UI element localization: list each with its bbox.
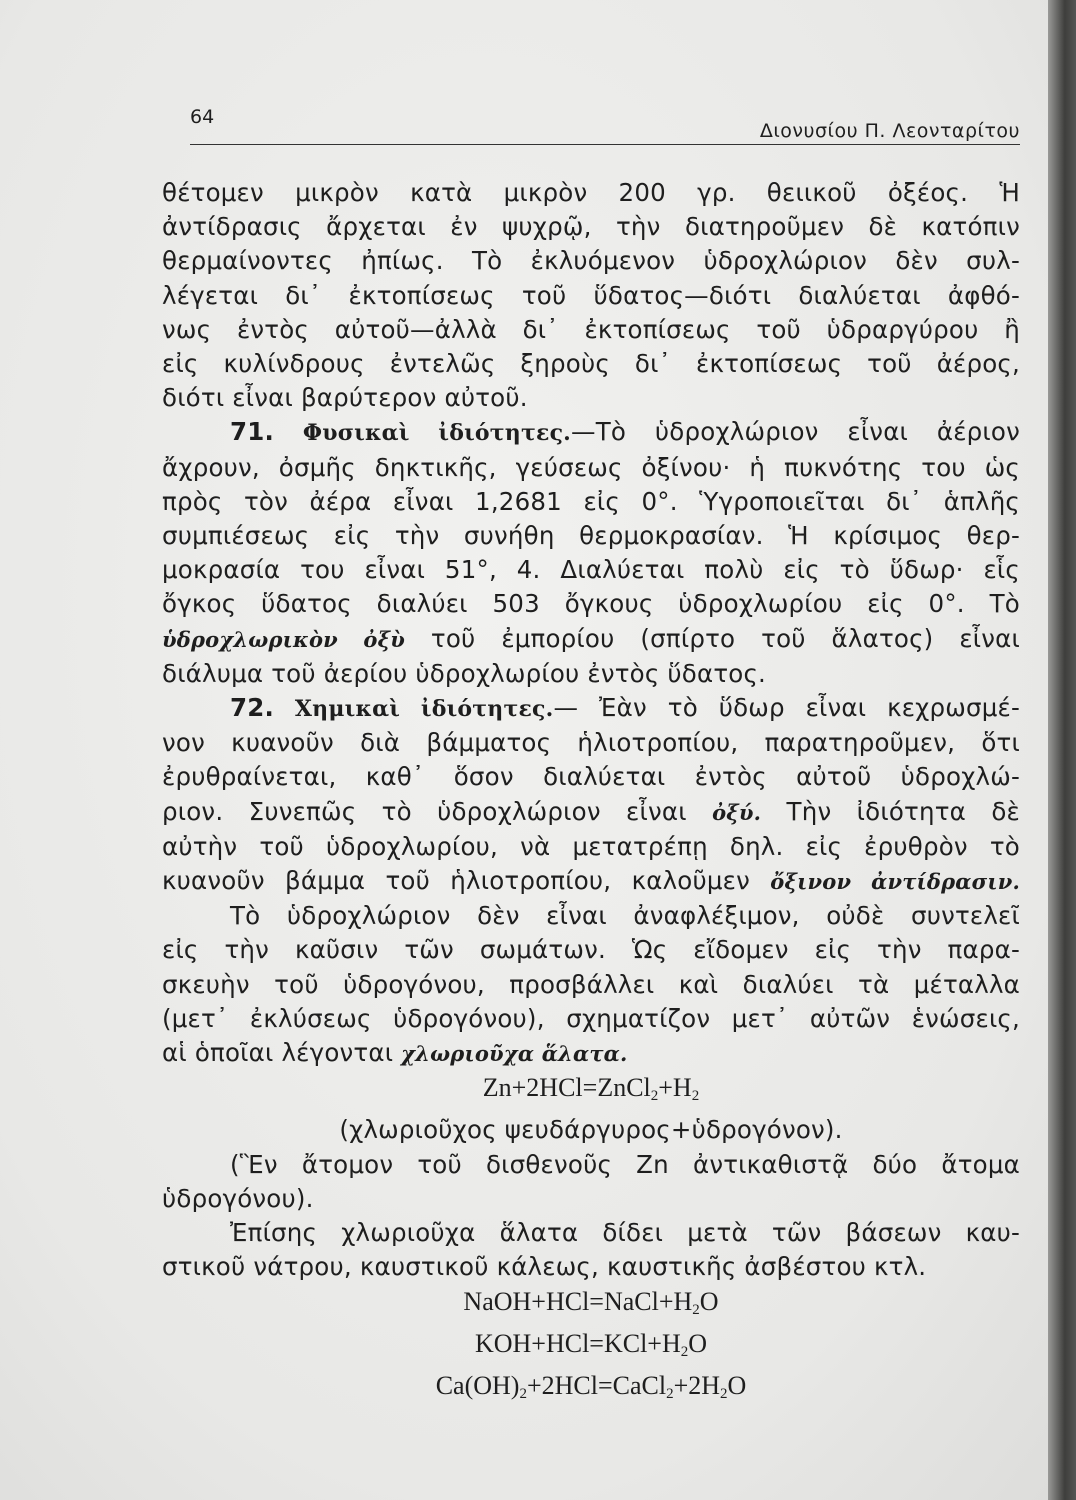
text-line: Ἐπίσης χλωριοῦχα ἅλατα δίδει μετὰ τῶν βάσεων καυ- — [230, 1218, 1020, 1248]
formula-caption: (χλωριοῦχος ψευδάργυρος+ὑδρογόνον). — [339, 1115, 843, 1145]
text-line: ὄγκος ὕδατος διαλύει 503 ὄγκους ὑδροχλωρίου εἰς 0°. Τὸ — [162, 589, 1020, 619]
running-head: Διονυσίου Π. Λεονταρίτου — [759, 120, 1020, 142]
text-line — [162, 622, 1020, 657]
page-number: 64 — [190, 106, 215, 128]
text-span: ριον. Συνεπῶς τὸ ὑδροχλώριον εἶναι — [162, 796, 713, 826]
text-line: πρὸς τὸν ἀέρα εἶναι 1,2681 εἰς 0°. Ὑγροποιεῖται δι᾿ ἁπλῆς — [162, 486, 1020, 516]
text-line: λέγεται δι᾿ ἐκτοπίσεως τοῦ ὕδατος—διότι διαλύεται ἀφθό- — [162, 280, 1020, 310]
text-line: εἰς τὴν καῦσιν τῶν σωμάτων. Ὡς εἴδομεν εἰς τὴν παρα- — [162, 935, 1020, 965]
chemical-formula: $NaOH+HCl=NaCl+H_2O$ — [463, 1286, 719, 1318]
text-line: θερμαίνοντες ἠπίως. Τὸ ἐκλυόμενον ὑδροχλώριον δὲν συλ- — [162, 246, 1020, 276]
text-line: μοκρασία του εἶναι 51°, 4. Διαλύεται πολὺ εἰς τὸ ὕδωρ· εἷς — [162, 555, 1020, 585]
section-number: 72. — [230, 693, 275, 723]
text-span: τοῦ ἐμπορίου (σπίρτο τοῦ ἅλατος) εἶναι — [404, 623, 1020, 653]
text-span: Τὴν ἰδιότητα δὲ — [761, 796, 1020, 826]
text-line: συμπιέσεως εἰς τὴν συνήθη θερμοκρασίαν. Ἡ κρίσιμος θερ- — [162, 521, 1020, 551]
text-span: —Τὸ ὑδροχλώριον εἶναι ἀέριον — [571, 417, 1020, 447]
term-emphasis: ὀξύ. — [712, 799, 762, 825]
text-line: νως ἐντὸς αὐτοῦ—ἀλλὰ δι᾿ ἐκτοπίσεως τοῦ ὑδραργύρου ἢ — [162, 314, 1020, 344]
chemical-formula: $Ca(OH)_2+2HCl=CaCl_2+2H_2O$ — [435, 1370, 747, 1402]
chemical-formula: $KOH+HCl=KCl+H_2O$ — [474, 1328, 708, 1360]
section-number: 71. — [230, 417, 275, 447]
text-line — [162, 864, 1020, 899]
page-header — [190, 104, 1020, 145]
text-line: ἐρυθραίνεται, καθ᾿ ὅσον διαλύεται ἐντὸς αὐτοῦ ὑδροχλώ- — [162, 762, 1020, 792]
section-71-heading-line — [162, 415, 1020, 450]
text-line: θέτομεν μικρὸν κατὰ μικρὸν 200 γρ. θειικοῦ ὀξέος. Ἡ — [162, 178, 1020, 207]
text-line: ἄχρουν, ὀσμῆς δηκτικῆς, γεύσεως ὀξίνου· ἡ πυκνότης του ὡς — [162, 452, 1020, 482]
text-line: αὐτὴν τοῦ ὑδροχλωρίου, νὰ μετατρέπῃ δηλ. εἰς ἐρυθρὸν τὸ — [162, 831, 1020, 861]
text-line: σκευὴν τοῦ ὑδρογόνου, προσβάλλει καὶ διαλύει τὰ μέταλλα — [162, 969, 1020, 999]
text-span: αἱ ὁποῖαι λέγονται — [162, 1038, 402, 1068]
text-span: — Ἐὰν τὸ ὕδωρ εἶναι κεχρωσμέ- — [553, 693, 1020, 723]
text-line: ἀντίδρασις ἄρχεται ἐν ψυχρῷ, τὴν διατηροῦμεν δὲ κατόπιν — [162, 212, 1020, 242]
section-title: Χημικαὶ ἰδιότητες. — [294, 696, 554, 723]
text-line: νον κυανοῦν διὰ βάμματος ἡλιοτροπίου, παρατηροῦμεν, ὅτι — [162, 728, 1020, 758]
section-title: Φυσικαὶ ἰδιότητες. — [302, 420, 572, 447]
term-emphasis: χλωριοῦχα ἅλατα. — [401, 1041, 628, 1067]
term-emphasis: ὄξινον ἀντίδρασιν. — [770, 869, 1020, 895]
term-emphasis: ὑδροχλωρικὸν ὀξὺ — [162, 626, 405, 652]
text-line: Τὸ ὑδροχλώριον δὲν εἶναι ἀναφλέξιμον, οὐδὲ συντελεῖ — [230, 901, 1020, 931]
text-line: (Ἓν ἄτομον τοῦ δισθενοῦς Zn ἀντικαθιστᾷ δύο ἄτομα — [230, 1149, 1020, 1179]
text-line: ὑδρογόνου). — [162, 1183, 314, 1213]
text-span: κυανοῦν βάμμα τοῦ ἡλιοτροπίου, καλοῦμεν — [162, 866, 771, 896]
text-line — [162, 795, 1020, 830]
text-line: διότι εἶναι βαρύτερον αὐτοῦ. — [162, 383, 528, 413]
text-line — [162, 1036, 1020, 1071]
text-line: εἰς κυλίνδρους ἐντελῶς ξηροὺς δι᾿ ἐκτοπίσεως τοῦ ἀέρος, — [162, 349, 1020, 379]
book-spine-shadow — [1048, 0, 1076, 1500]
section-72-heading-line — [162, 691, 1020, 726]
text-line: στικοῦ νάτρου, καυστικοῦ κάλεως, καυστικῆς ἀσβέστου κτλ. — [162, 1252, 927, 1282]
chemical-formula: $Zn+2HCl=ZnCl_2+H_2$ — [482, 1073, 700, 1105]
body-text — [162, 176, 1020, 1411]
text-line: διάλυμα τοῦ ἀερίου ὑδροχλωρίου ἐντὸς ὕδατος. — [162, 658, 767, 688]
text-line: (μετ᾿ ἐκλύσεως ὑδρογόνου), σχηματίζον μετ᾿ αὐτῶν ἑνώσεις, — [162, 1003, 1020, 1033]
